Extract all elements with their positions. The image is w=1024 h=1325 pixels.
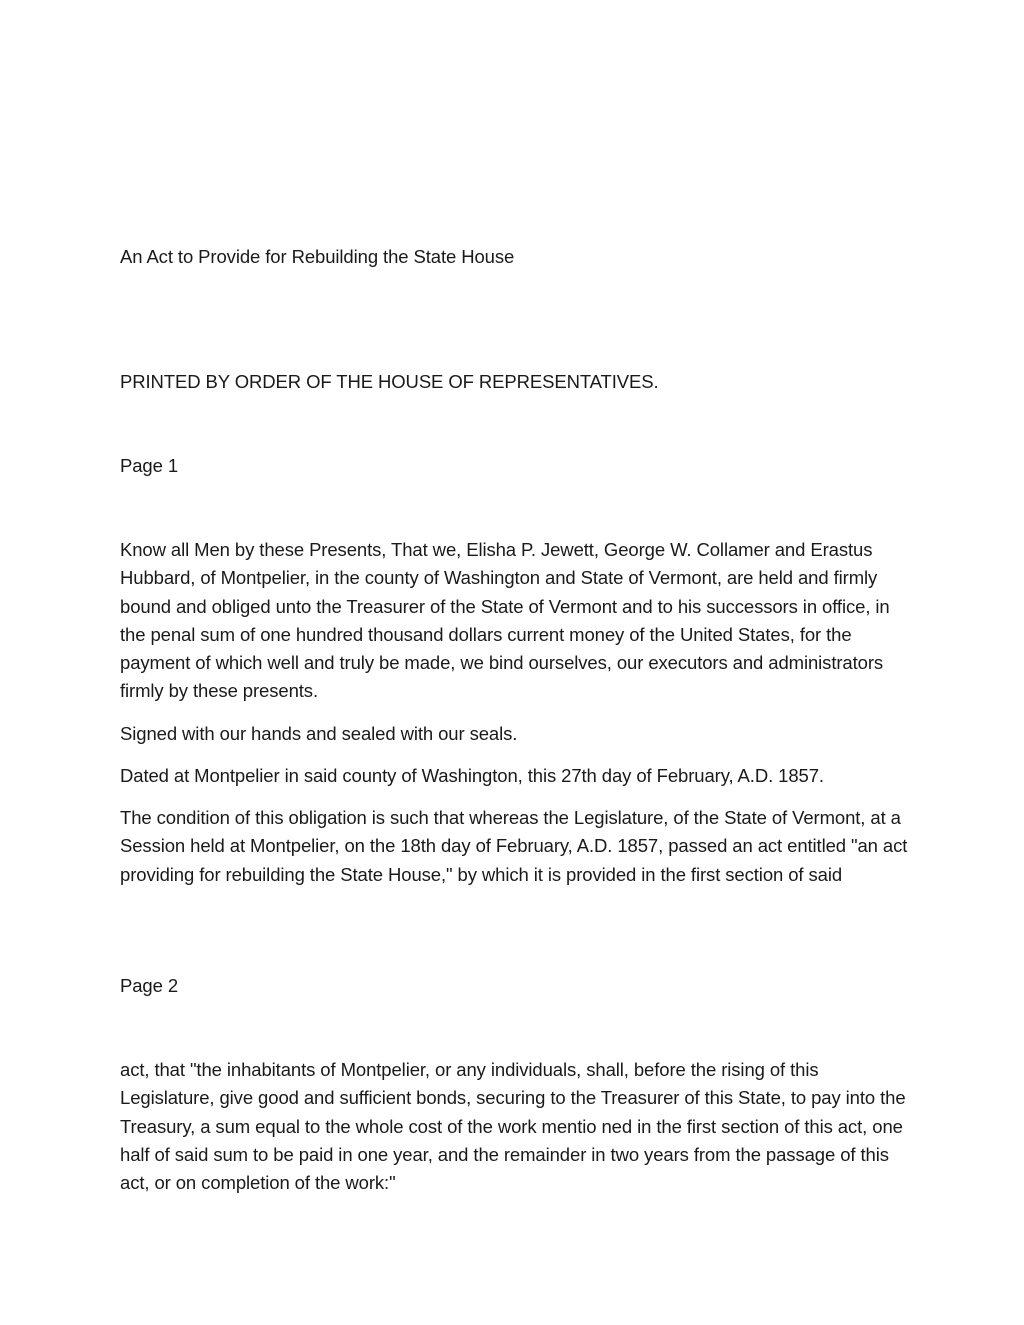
document-title: An Act to Provide for Rebuilding the State House bbox=[120, 246, 515, 267]
signed-paragraph: Signed with our hands and sealed with our seals. bbox=[120, 723, 518, 744]
page-2-label: Page 2 bbox=[120, 975, 179, 996]
page-1-label: Page 1 bbox=[120, 455, 179, 476]
dated-paragraph: Dated at Montpelier in said county of Washington, this 27th day of February, A.D. 1857. bbox=[120, 765, 824, 786]
bond-paragraph: Know all Men by these Presents, That we, Elisha P. Jewett, George W. Collamer and Erastus Hubbard, of Montpelier, in the county of Washington and State of Vermont, are held and firmly bound and obliged unto the Treasurer of the State of Vermont and to his successors in office, in the penal sum of one hundred thousand dollars current money of the United States, for the payment of which well and truly be made, we bind ourselves, our executors and administrators firmly by these presents. bbox=[120, 539, 890, 702]
printed-by-notice: PRINTED BY ORDER OF THE HOUSE OF REPRESENTATIVES. bbox=[120, 371, 659, 392]
act-continuation-paragraph: act, that "the inhabitants of Montpelier, or any individuals, shall, before the rising of this Legislature, give good and sufficient bonds, securing to the Treasurer of this State, to pay into the Treasury, a sum equal to the whole cost of the work mentio ned in the first section of this act, one half of said sum to be paid in one year, and the remainder in two years from the passage of this act, or on completion of the work:" bbox=[120, 1059, 906, 1194]
condition-paragraph: The condition of this obligation is such that whereas the Legislature, of the State of Vermont, at a Session held at Montpelier, on the 18th day of February, A.D. 1857, passed an act entitled "an act providing for rebuilding the State House," by which it is provided in the first section of said bbox=[120, 807, 908, 885]
